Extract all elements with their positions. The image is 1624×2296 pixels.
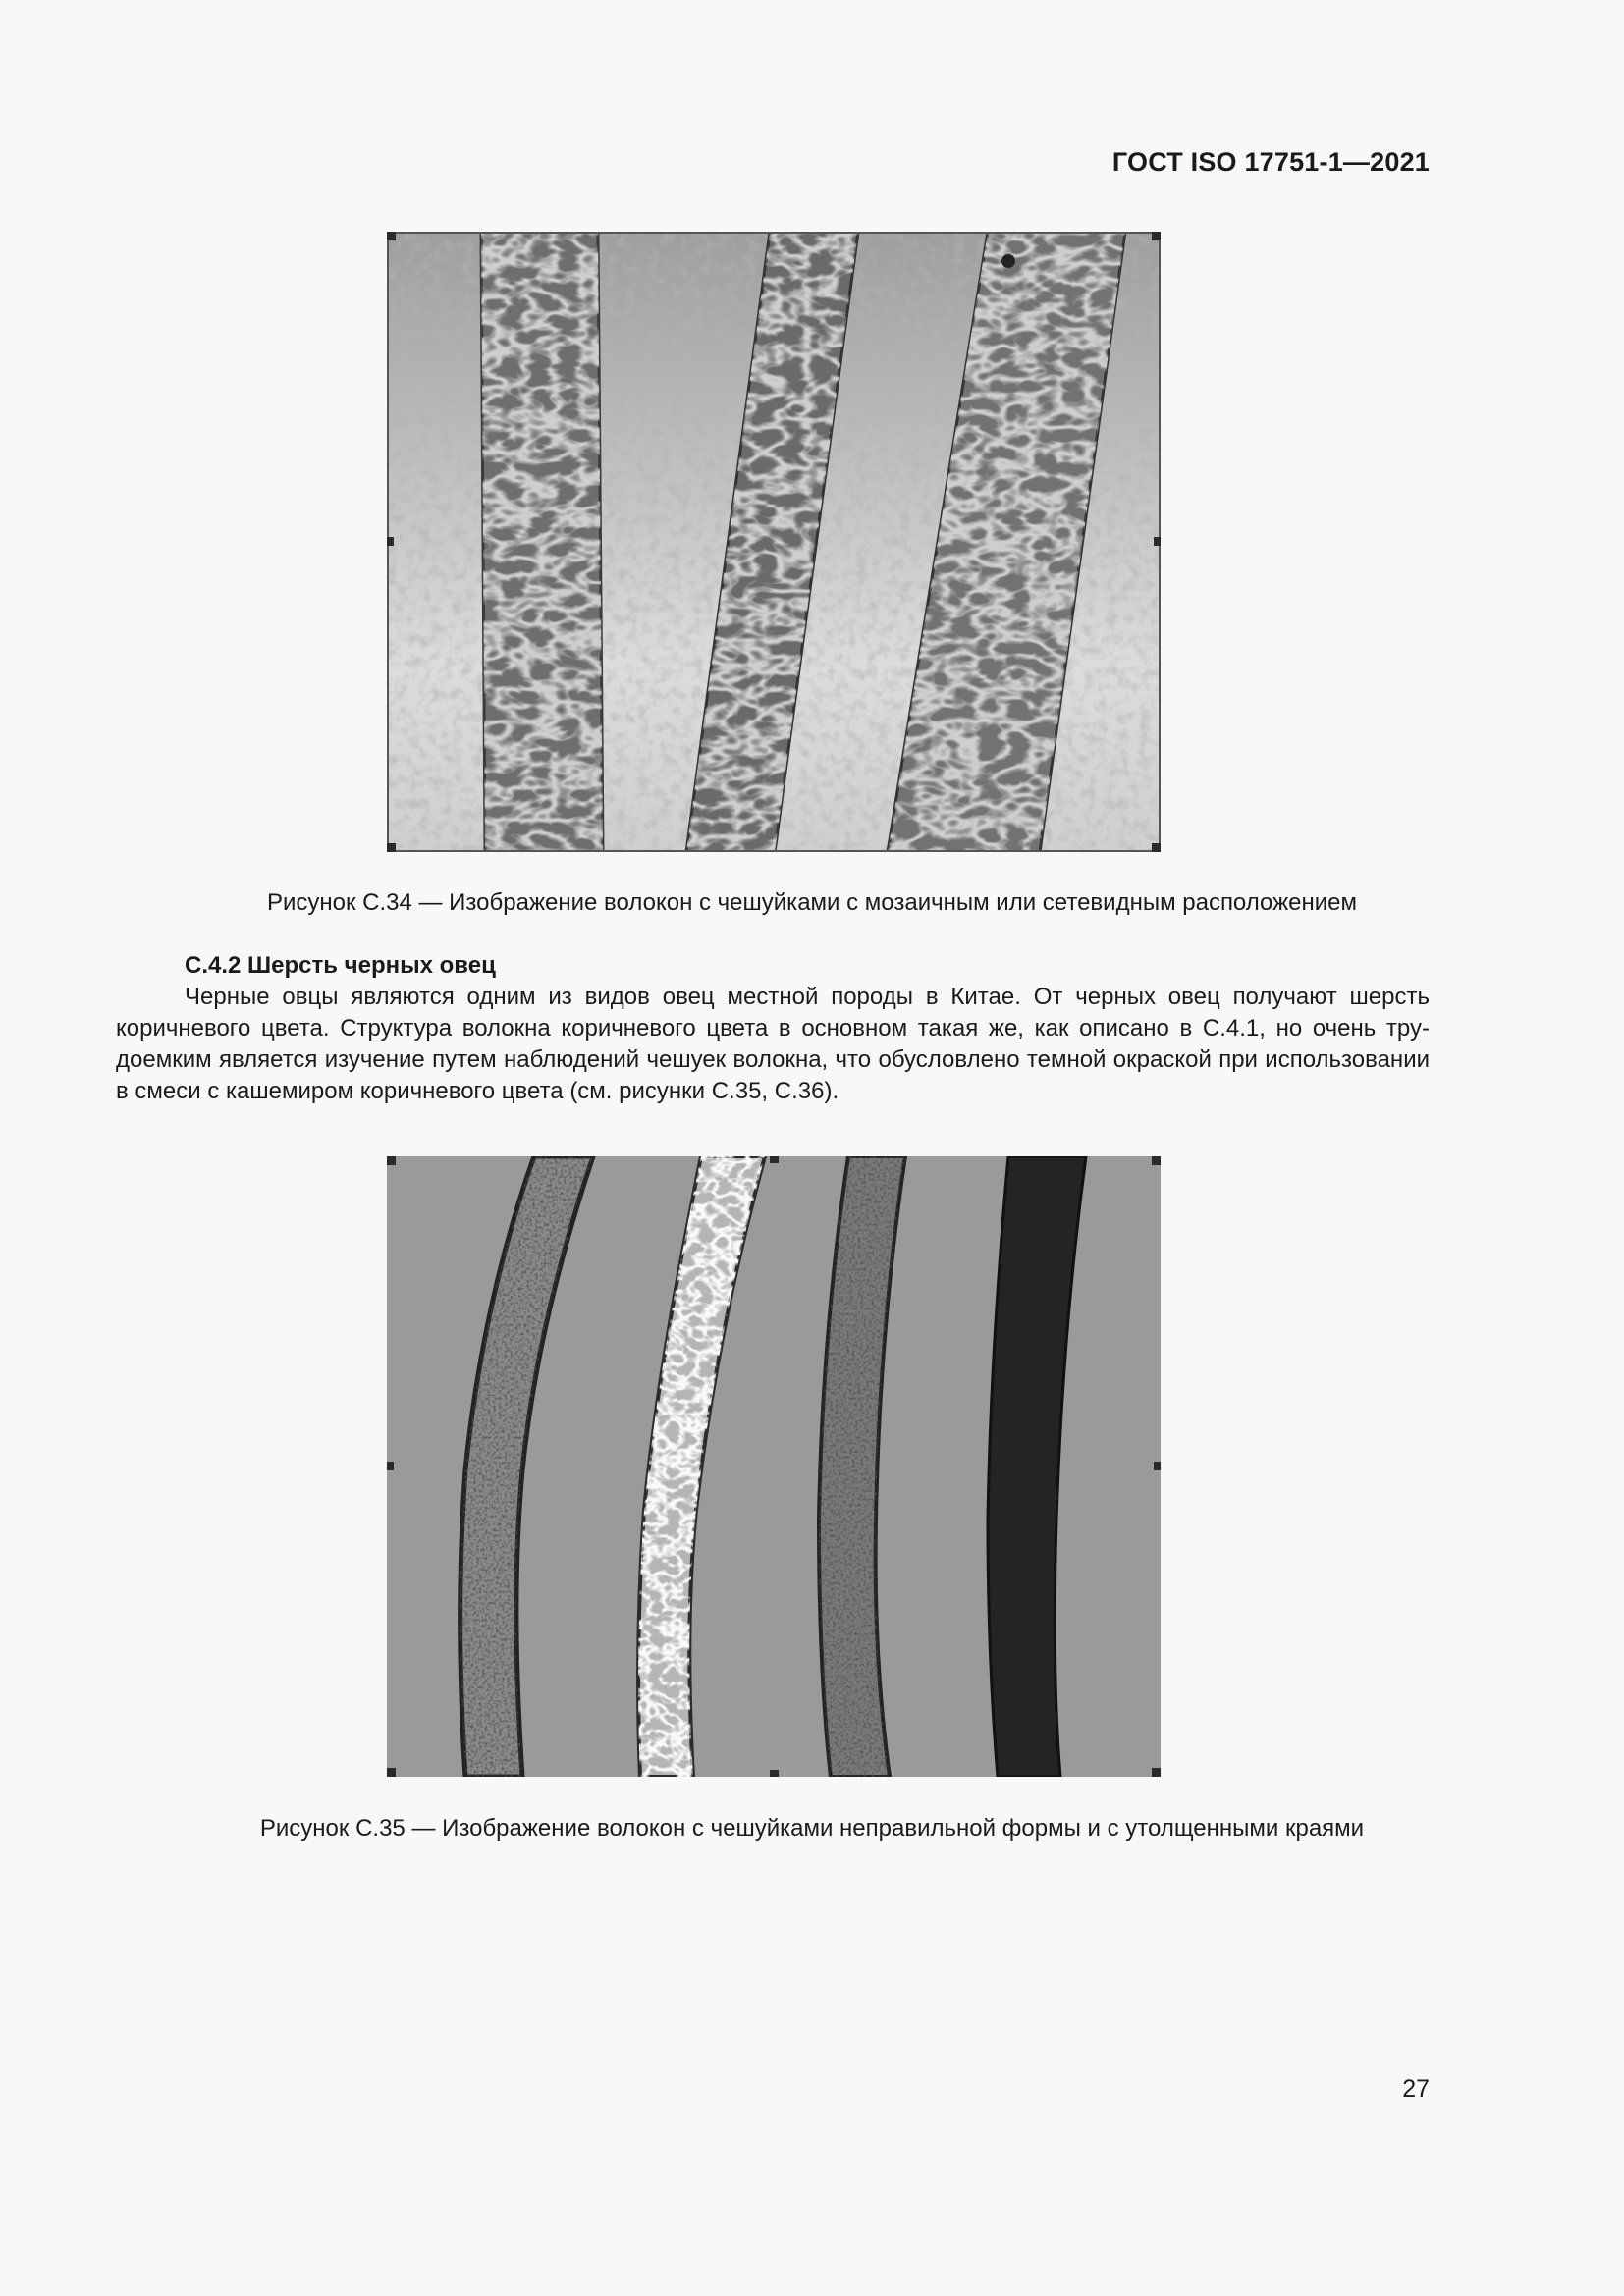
- section-c42: [116, 950, 1430, 1107]
- figure-c34-caption: Рисунок C.34 — Изображение волокон с чешуйками с мозаичным или сетевидным расположением: [266, 889, 1358, 916]
- figure-c34: [387, 232, 1161, 852]
- figure-c35: [387, 1156, 1161, 1777]
- figure-c35-caption: Рисунок C.35 — Изображение волокон с чешуйками неправильной формы и с утолщенными краями: [259, 1815, 1365, 1842]
- section-title: C.4.2 Шерсть черных овец: [185, 952, 496, 979]
- figure-c35-image: [387, 1156, 1161, 1777]
- page-number: 27: [1402, 2075, 1430, 2103]
- document-code: ГОСТ ISO 17751-1—2021: [1111, 147, 1430, 177]
- figure-c34-image: [387, 232, 1161, 852]
- section-body: Черные овцы являются одним из видов овец местной породы в Китае. От черных овец получают шерсть коричневого цвета. Структура волокна коричневого цвета в основном такая же, как описано в C.4.1, но очень трудоемким является изучение путем наблюдений чешуек волокна, что обусловлено темной окраской при использовании в смеси с кашемиром коричневого цвета (см. рисунки C.35, C.36).: [116, 984, 1430, 1104]
